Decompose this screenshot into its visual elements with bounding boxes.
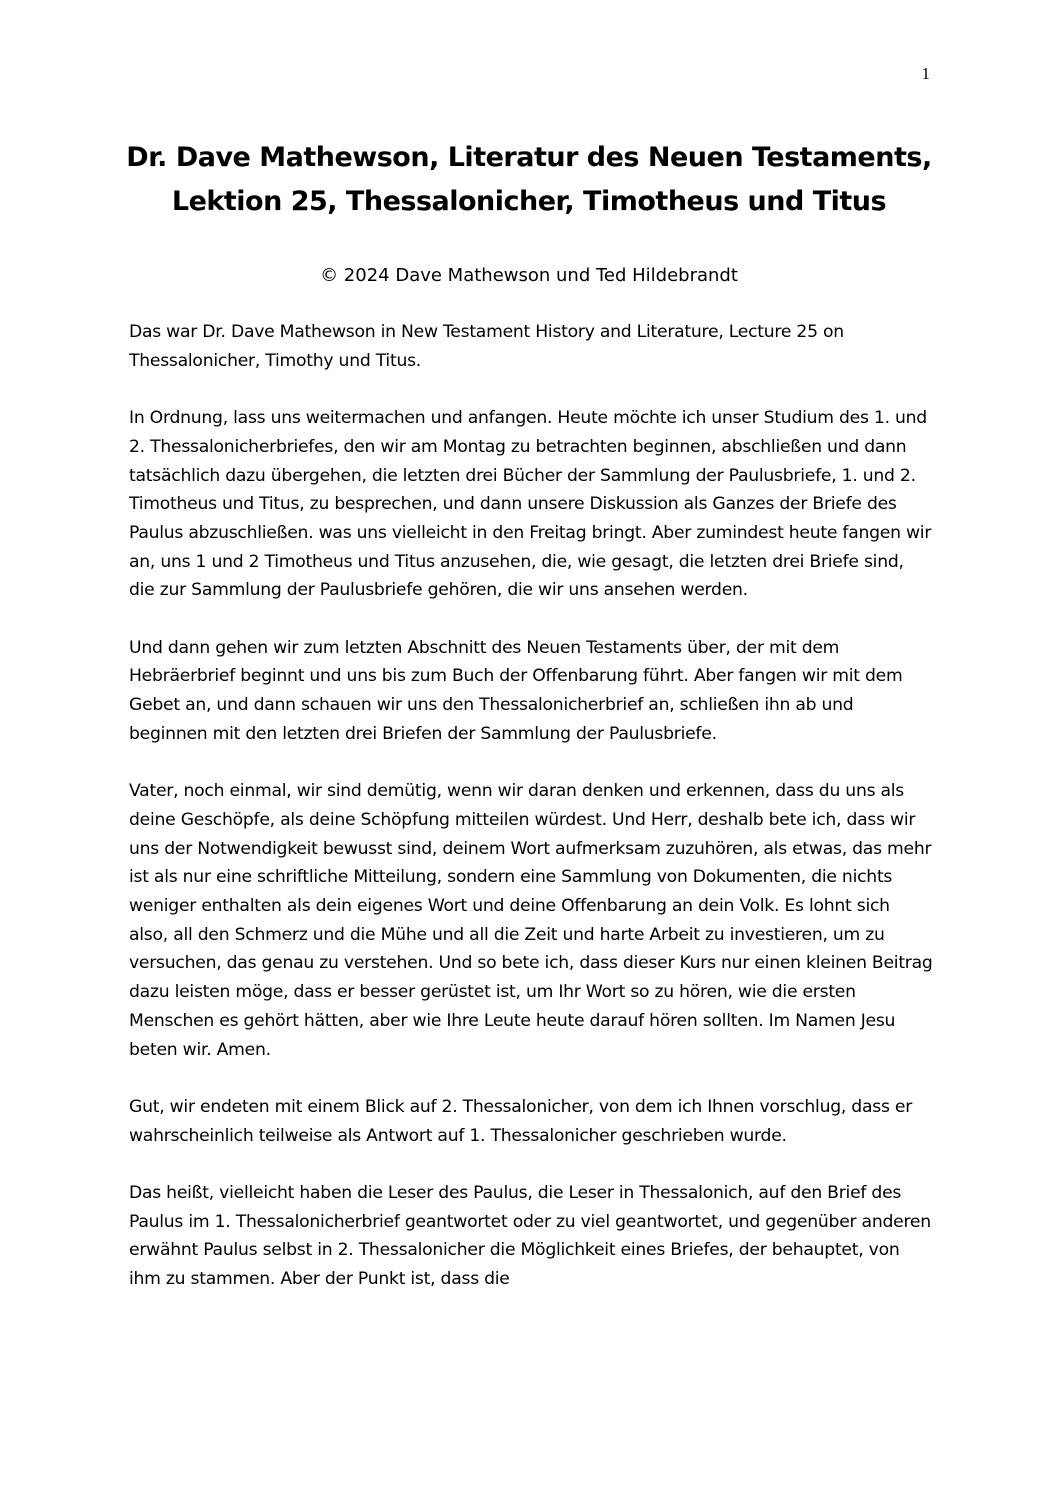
paragraph-intro: Das war Dr. Dave Mathewson in New Testament History and Literature, Lecture 25 on Thessalonicher, Timothy und Titus. [129,322,844,371]
copyright-line: © 2024 Dave Mathewson und Ted Hildebrandt [320,265,738,286]
document-body [129,318,934,1323]
document-title: Dr. Dave Mathewson, Literatur des Neuen Testaments, Lektion 25, Thessalonicher, Timotheus und Titus [126,142,932,217]
page-number: 1 [921,64,930,83]
paragraph-next-section: Und dann gehen wir zum letzten Abschnitt des Neuen Testaments über, der mit dem Hebräerbrief beginnt und uns bis zum Buch der Offenbarung führt. Aber fangen wir mit dem Gebet an, und dann schauen wir uns den Thessalonicherbrief an, schließen ihn ab und beginnen mit den letzten drei Briefen der Sammlung der Paulusbriefe. [129,637,903,744]
paragraph-second-thessalonians: Gut, wir endeten mit einem Blick auf 2. Thessalonicher, von dem ich Ihnen vorschlug, dass er wahrscheinlich teilweise als Antwort auf 1. Thessalonicher geschrieben wurde. [129,1096,913,1146]
paragraph-prayer: Vater, noch einmal, wir sind demütig, wenn wir daran denken und erkennen, dass du uns als deine Geschöpfe, als deine Schöpfung mitteilen würdest. Und Herr, deshalb bete ich, dass wir uns der Notwendigkeit bewusst sind, deinem Wort aufmerksam zuzuhören, als etwas, das mehr ist als nur eine schriftliche Mitteilung, sondern eine Sammlung von Dokumenten, die nichts weniger enthalten als dein eigenes Wort und deine Offenbarung an dein Volk. Es lohnt sich also, all den Schmerz und die Mühe und all die Zeit und harte Arbeit zu investieren, um zu versuchen, das genau zu verstehen. Und so bete ich, dass dieser Kurs nur einen kleinen Beitrag dazu leisten möge, dass er besser gerüstet ist, um Ihr Wort so zu hören, wie die ersten Menschen es gehört hätten, aber wie Ihre Leute heute darauf hören sollten. Im Namen Jesu beten wir. Amen. [129,781,933,1060]
paragraph-overview: In Ordnung, lass uns weitermachen und anfangen. Heute möchte ich unser Studium des 1. und 2. Thessalonicherbriefes, den wir am Montag zu betrachten beginnen, abschließen und dann tatsächlich dazu übergehen, die letzten drei Bücher der Sammlung der Paulusbriefe, 1. und 2. Timotheus und Titus, zu besprechen, und dann unsere Diskussion als Ganzes der Briefe des Paulus abzuschließen. was uns vielleicht in den Freitag bringt. Aber zumindest heute fangen wir an, uns 1 und 2 Timotheus und Titus anzusehen, die, wie gesagt, die letzten drei Briefe sind, die zur Sammlung der Paulusbriefe gehören, die wir uns ansehen werden. [129,408,932,601]
paragraph-readers-response: Das heißt, vielleicht haben die Leser des Paulus, die Leser in Thessalonich, auf den Brief des Paulus im 1. Thessalonicherbrief geantwortet oder zu viel geantwortet, und gegenüber anderen erwähnt Paulus selbst in 2. Thessalonicher die Möglichkeit eines Briefes, der behauptet, von ihm zu stammen. Aber der Punkt ist, dass die [129,1183,931,1290]
